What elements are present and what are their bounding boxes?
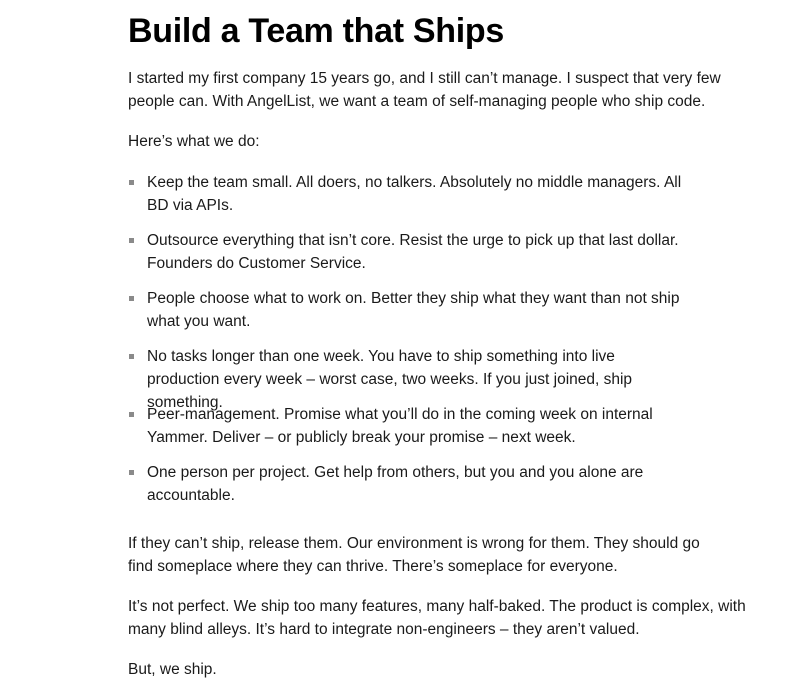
list-item-text: People choose what to work on. Better they ship what they want than not ship what you want. <box>147 290 680 330</box>
list-item-text: Peer-management. Promise what you’ll do in the coming week on internal Yammer. Deliver – or publicly break your promise – next week. <box>147 406 653 446</box>
imperfect-paragraph: It’s not perfect. We ship too many features, many half-baked. The product is complex, with many blind alleys. It’s hard to integrate non-engineers – they aren’t valued. <box>128 598 746 638</box>
square-bullet-icon <box>129 412 134 417</box>
square-bullet-icon <box>129 180 134 185</box>
list-item <box>128 403 687 449</box>
intro-paragraph: I started my first company 15 years go, and I still can’t manage. I suspect that very few people can. With AngelList, we want a team of self-managing people who ship code. <box>128 70 721 110</box>
list-item <box>128 287 687 333</box>
closing-paragraph: But, we ship. <box>128 661 217 678</box>
list-item-text: One person per project. Get help from others, but you and you alone are accountable. <box>147 464 644 504</box>
square-bullet-icon <box>129 470 134 475</box>
rules-list <box>128 171 687 519</box>
lead-in-paragraph: Here’s what we do: <box>128 133 260 150</box>
article-title: Build a Team that Ships <box>128 12 504 50</box>
square-bullet-icon <box>129 296 134 301</box>
list-item <box>128 345 687 411</box>
list-item-text: Keep the team small. All doers, no talkers. Absolutely no middle managers. All BD via APIs. <box>147 174 682 214</box>
list-item <box>128 229 687 275</box>
square-bullet-icon <box>129 354 134 359</box>
release-paragraph: If they can’t ship, release them. Our environment is wrong for them. They should go find someplace where they can thrive. There’s someplace for everyone. <box>128 535 700 575</box>
list-item <box>128 171 687 217</box>
list-item-text: No tasks longer than one week. You have to ship something into live production every week – worst case, two weeks. If you just joined, ship something. <box>147 348 633 411</box>
square-bullet-icon <box>129 238 134 243</box>
list-item <box>128 461 687 507</box>
list-item-text: Outsource everything that isn’t core. Resist the urge to pick up that last dollar. Founders do Customer Service. <box>147 232 679 272</box>
